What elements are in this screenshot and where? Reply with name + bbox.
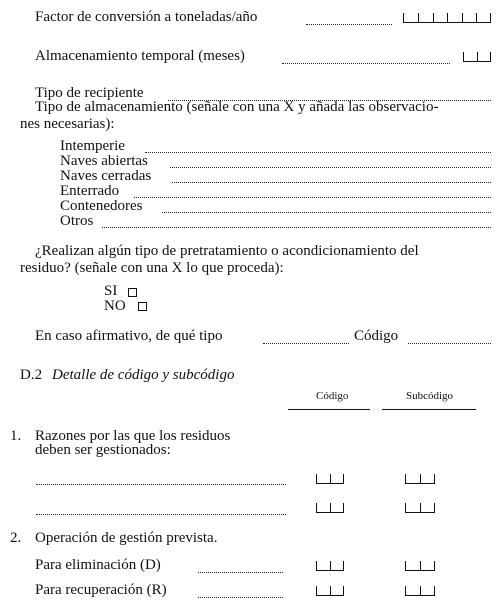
- box-divider: [420, 586, 421, 595]
- no-checkbox[interactable]: [138, 302, 147, 311]
- pretreatment-question-line1: ¿Realizan algún tipo de pretratamiento o acondicionamiento del: [35, 243, 419, 259]
- storage-option-enterrado: Enterrado: [60, 183, 120, 199]
- section-title: Detalle de código y subcódigo: [52, 367, 235, 383]
- storage-option-field[interactable]: [134, 196, 491, 198]
- section-number: D.2: [20, 367, 43, 383]
- factor-input-boxes[interactable]: [403, 13, 491, 23]
- recovery-leader: [198, 596, 283, 598]
- storage-option-intemperie: Intemperie: [60, 138, 125, 154]
- recovery-subcode-boxes[interactable]: [405, 586, 435, 596]
- box-divider: [462, 13, 463, 22]
- storage-months-label: Almacenamiento temporal (meses): [35, 48, 245, 64]
- no-label: NO: [104, 298, 126, 314]
- storage-option-otros: Otros: [60, 213, 94, 229]
- column-header-subcode: Subcódigo: [406, 390, 454, 402]
- storage-type-label-line1: Tipo de almacenamiento (señale con una X y añada las observacio-: [35, 99, 439, 115]
- box-divider: [420, 503, 421, 512]
- box-divider: [433, 13, 434, 22]
- factor-label: Factor de conversión a toneladas/año: [35, 9, 258, 25]
- item1-number: 1.: [10, 428, 22, 444]
- storage-option-field[interactable]: [102, 226, 491, 228]
- reason-field-1[interactable]: [36, 483, 286, 485]
- item2-text: Operación de gestión prevista.: [35, 530, 218, 546]
- elimination-subcode-boxes[interactable]: [405, 561, 435, 571]
- storage-months-leader: [282, 62, 450, 64]
- box-divider: [330, 503, 331, 512]
- reason2-subcode-boxes[interactable]: [405, 503, 435, 513]
- storage-option-field[interactable]: [162, 211, 491, 213]
- reason-field-2[interactable]: [36, 513, 286, 515]
- storage-option-field[interactable]: [145, 151, 491, 153]
- yes-label: SI: [104, 283, 118, 299]
- reason1-subcode-boxes[interactable]: [405, 474, 435, 484]
- affirmative-type-field[interactable]: [263, 342, 349, 344]
- elimination-code-boxes[interactable]: [316, 561, 344, 571]
- item1-text-line2: deben ser gestionados:: [35, 442, 171, 458]
- box-divider: [447, 13, 448, 22]
- box-divider: [476, 13, 477, 22]
- pretreatment-question-line2: residuo? (señale con una X lo que proceda):: [20, 260, 284, 276]
- elimination-leader: [198, 571, 283, 573]
- column-header-code: Código: [316, 390, 349, 402]
- storage-option-contenedores: Contenedores: [60, 198, 143, 214]
- box-divider: [330, 561, 331, 570]
- box-divider: [330, 474, 331, 483]
- reason2-code-boxes[interactable]: [316, 503, 344, 513]
- affirmative-type-label: En caso afirmativo, de qué tipo: [35, 328, 223, 344]
- item1-text-line1: Razones por las que los residuos: [35, 428, 231, 444]
- elimination-label: Para eliminación (D): [35, 557, 161, 573]
- box-divider: [418, 13, 419, 22]
- storage-option-field[interactable]: [172, 181, 491, 183]
- code-field[interactable]: [408, 342, 491, 344]
- box-divider: [477, 52, 478, 61]
- storage-option-naves-cerradas: Naves cerradas: [60, 168, 152, 184]
- box-divider: [330, 586, 331, 595]
- column-header-code-rule: [288, 409, 370, 410]
- storage-type-label-line2: nes necesarias):: [20, 116, 115, 132]
- storage-option-naves-abiertas: Naves abiertas: [60, 153, 148, 169]
- yes-checkbox[interactable]: [128, 288, 137, 297]
- reason1-code-boxes[interactable]: [316, 474, 344, 484]
- recovery-label: Para recuperación (R): [35, 582, 167, 598]
- container-type-label: Tipo de recipiente: [35, 85, 144, 101]
- recovery-code-boxes[interactable]: [316, 586, 344, 596]
- storage-option-field[interactable]: [170, 166, 491, 168]
- code-label: Código: [354, 328, 399, 344]
- factor-leader: [306, 23, 392, 25]
- column-header-subcode-rule: [382, 409, 476, 410]
- storage-months-input-boxes[interactable]: [463, 52, 491, 62]
- box-divider: [420, 474, 421, 483]
- item2-number: 2.: [10, 530, 22, 546]
- box-divider: [420, 561, 421, 570]
